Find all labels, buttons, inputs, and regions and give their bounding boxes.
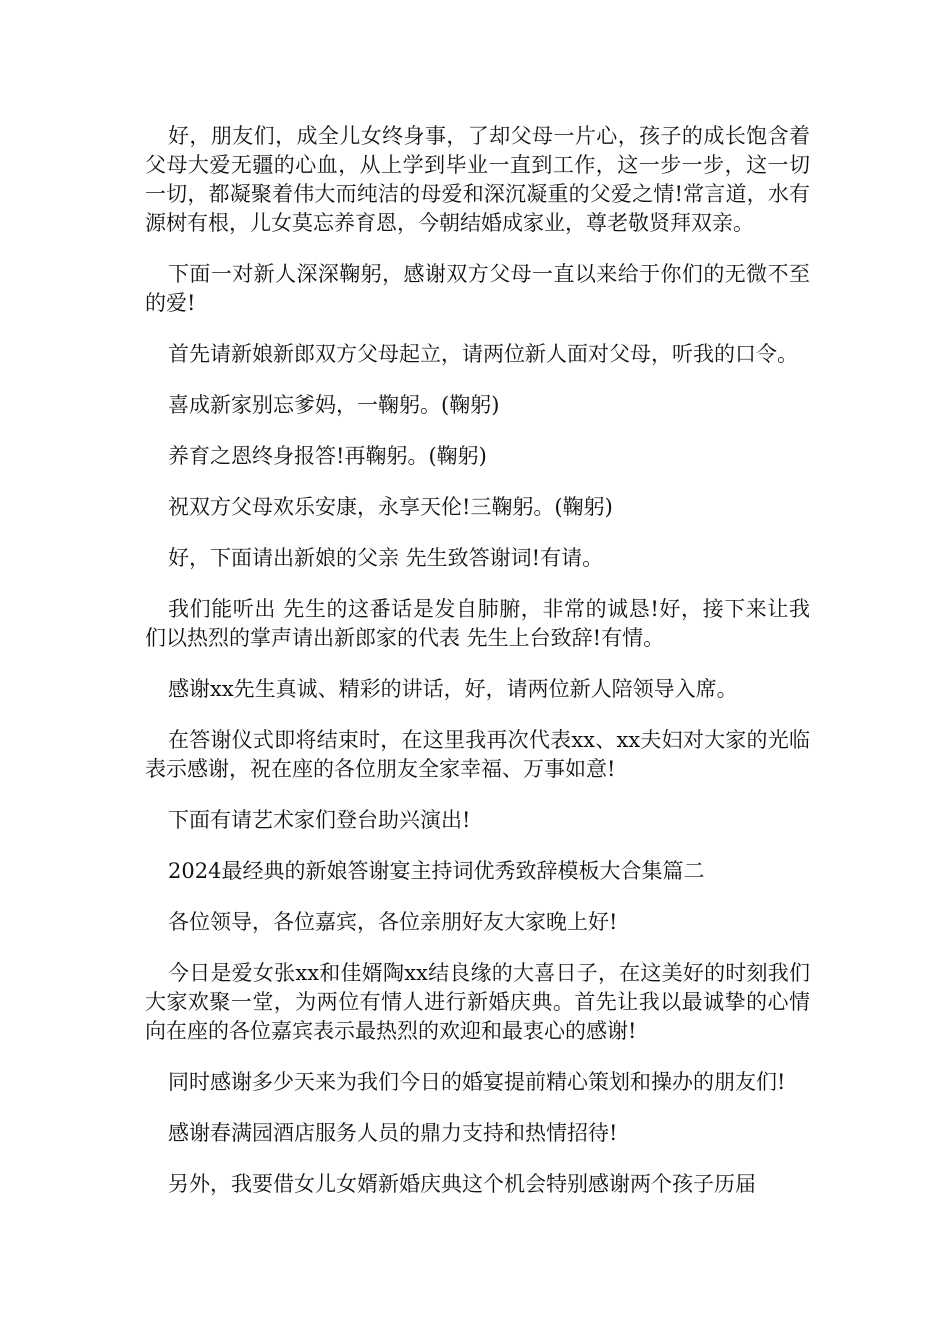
paragraph-first-bow: 喜成新家别忘爹妈，一鞠躬。(鞠躬): [168, 393, 500, 417]
paragraph-special-thanks: 另外，我要借女儿女婿新婚庆典这个机会特别感谢两个孩子历届: [168, 1172, 756, 1196]
paragraph-groom-family-speech: 我们能听出 先生的这番话是发自肺腑，非常的诚恳!好，接下来让我们以热烈的掌声请出新郎家的代表 先生上台致辞!有情。: [145, 597, 810, 650]
paragraph-second-bow: 养育之恩终身报答!再鞠躬。(鞠躬): [168, 444, 487, 468]
section-title-part-two: 2024最经典的新娘答谢宴主持词优秀致辞模板大合集篇二: [168, 859, 705, 883]
paragraph-wedding-day: 今日是爱女张xx和佳婿陶xx结良缘的大喜日子，在这美好的时刻我们大家欢聚一堂，为两位有情人进行新婚庆典。首先让我以最诚挚的心情向在座的各位嘉宾表示最热烈的欢迎和最衷心的感谢!: [145, 961, 810, 1043]
paragraph-parents-gratitude: 好，朋友们，成全儿女终身事，了却父母一片心，孩子的成长饱含着父母大爱无疆的心血，从上学到毕业一直到工作，这一步一步，这一切一切，都凝聚着伟大而纯洁的母爱和深沉凝重的父爱之情!常言道，水有源树有根，儿女莫忘养育恩，今朝结婚成家业，尊老敬贤拜双亲。: [145, 124, 810, 235]
paragraph-parents-stand: 首先请新娘新郎双方父母起立，请两位新人面对父母，听我的口令。: [168, 342, 798, 366]
paragraph-closing-thanks: 在答谢仪式即将结束时，在这里我再次代表xx、xx夫妇对大家的光临表示感谢，祝在座的各位朋友全家幸福、万事如意!: [145, 728, 810, 781]
paragraph-couple-bow: 下面一对新人深深鞠躬，感谢双方父母一直以来给于你们的无微不至的爱!: [145, 262, 810, 315]
paragraph-performance: 下面有请艺术家们登台助兴演出!: [168, 808, 471, 832]
paragraph-thanks-speaker: 感谢xx先生真诚、精彩的讲话，好，请两位新人陪领导入席。: [168, 677, 738, 701]
paragraph-third-bow: 祝双方父母欢乐安康，永享天伦!三鞠躬。(鞠躬): [168, 495, 613, 519]
document-body: [145, 122, 810, 1221]
paragraph-bride-father-speech: 好，下面请出新娘的父亲 先生致答谢词!有请。: [168, 546, 604, 570]
paragraph-thanks-hotel: 感谢春满园酒店服务人员的鼎力支持和热情招待!: [168, 1121, 618, 1145]
paragraph-thanks-planners: 同时感谢多少天来为我们今日的婚宴提前精心策划和操办的朋友们!: [168, 1070, 786, 1094]
paragraph-greeting: 各位领导，各位嘉宾，各位亲朋好友大家晚上好!: [168, 910, 618, 934]
